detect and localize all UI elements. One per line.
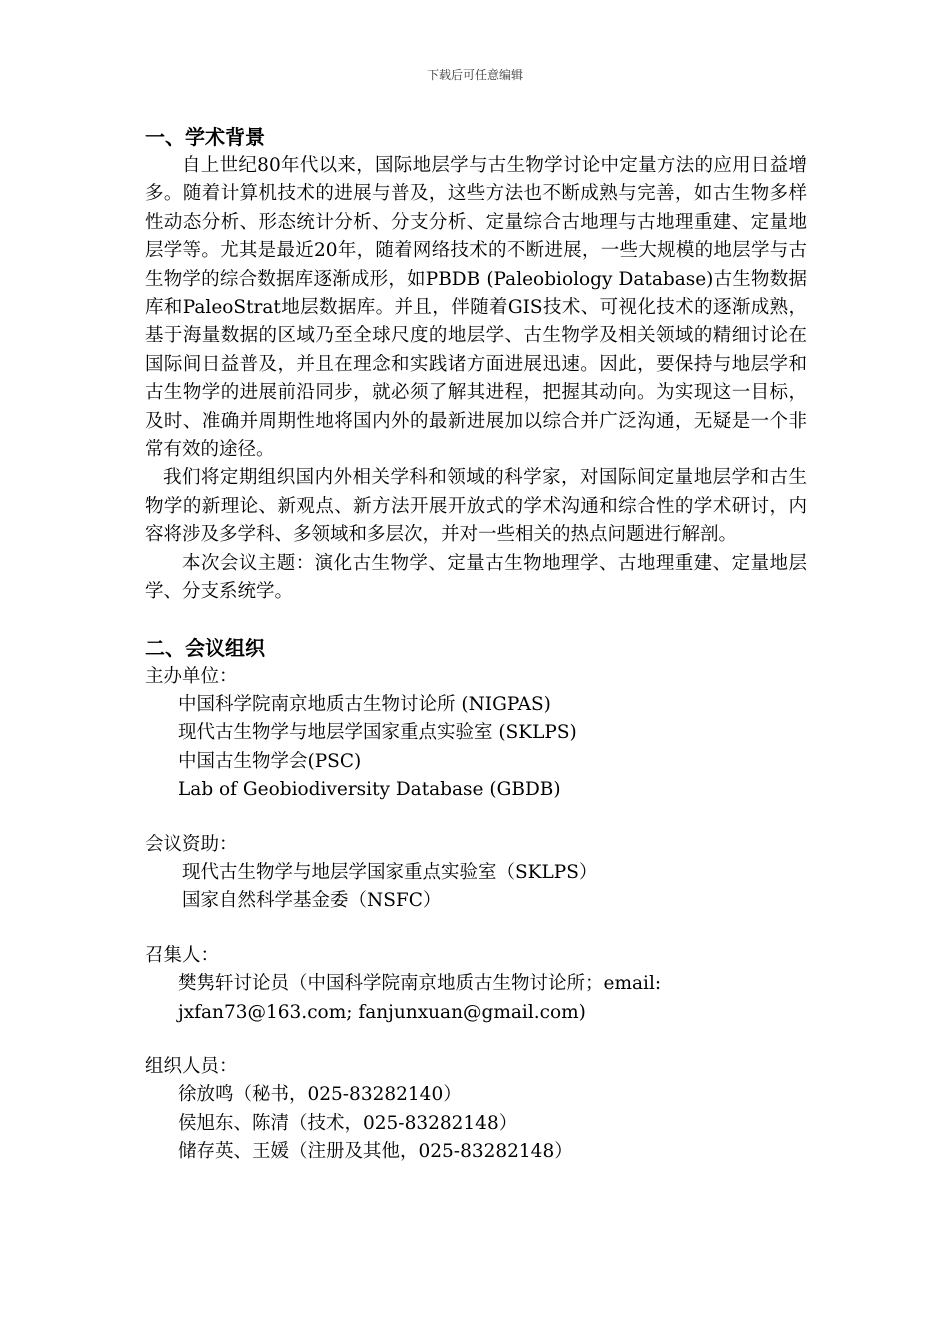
sponsor-item: 国家自然科学基金委（NSFC） (182, 890, 442, 912)
host-item: 中国科学院南京地质古生物讨论所 (NIGPAS) (178, 693, 551, 715)
host-item: 现代古生物学与地层学国家重点实验室 (SKLPS) (178, 722, 577, 744)
section-title-organization: 二、会议组织 (145, 635, 265, 660)
organizer-item: 徐放鸣（秘书，025-83282140） (178, 1084, 462, 1106)
host-item: Lab of Geobiodiversity Database (GBDB) (178, 779, 561, 801)
convener-text: 樊隽轩讨论员（中国科学院南京地质古生物讨论所；email: jxfan73@163.com; fanjunxuan@gmail.com) (178, 973, 662, 1023)
sponsors-label: 会议资助： (145, 833, 238, 855)
spacer (145, 916, 807, 942)
hosts-label: 主办单位： (145, 665, 238, 687)
spacer (145, 607, 807, 633)
organizer-item: 储存英、王媛（注册及其他，025-83282148） (178, 1141, 573, 1163)
background-paragraph-1: 自上世纪80年代以来，国际地层学与古生物学讨论中定量方法的应用日益增多。随着计算机技术的进展与普及，这些方法也不断成熟与完善，如古生物多样性动态分析、形态统计分析、分支分析、定量综合古地理与古地理重建、定量地层学等。尤其是最近20年，随着网络技术的不断进展，一些大规模的地层学与古生物学的综合数据库逐渐成形，如PBDB (Paleobiology Database)古生物数据库和PaleoStrat地层数据库。并且，伴随着GIS技术、可视化技术的逐渐成熟，基于海量数据的区域乃至全球尺度的地层学、古生物学及相关领域的精细讨论在国际间日益普及，并且在理念和实践诸方面进展迅速。因此，要保持与地层学和古生物学的进展前沿同步，就必须了解其进程，把握其动向。为实现这一目标，及时、准确并周期性地将国内外的最新进展加以综合并广泛沟通，无疑是一个非常有效的途径。 (145, 155, 807, 461)
spacer (145, 805, 807, 831)
section-title-background: 一、学术背景 (145, 125, 265, 149)
document-body (145, 122, 807, 1167)
download-note: 下载后可任意编辑 (426, 68, 523, 82)
organizer-item: 侯旭东、陈清（技术，025-83282148） (178, 1112, 518, 1134)
sponsor-item: 现代古生物学与地层学国家重点实验室（SKLPS） (182, 861, 598, 883)
organizers-label: 组织人员： (145, 1055, 238, 1077)
spacer (145, 1027, 807, 1053)
background-paragraph-3: 本次会议主题：演化古生物学、定量古生物地理学、古地理重建、定量地层学、分支系统学。 (145, 552, 807, 603)
host-item: 中国古生物学会(PSC) (178, 750, 362, 772)
convener-label: 召集人： (145, 944, 220, 966)
background-paragraph-2: 我们将定期组织国内外相关学科和领域的科学家，对国际间定量地层学和古生物学的新理论、新观点、新方法开展开放式的学术沟通和综合性的学术研讨，内容将涉及多学科、多领域和多层次，并对一些相关的热点问题进行解剖。 (145, 467, 807, 546)
